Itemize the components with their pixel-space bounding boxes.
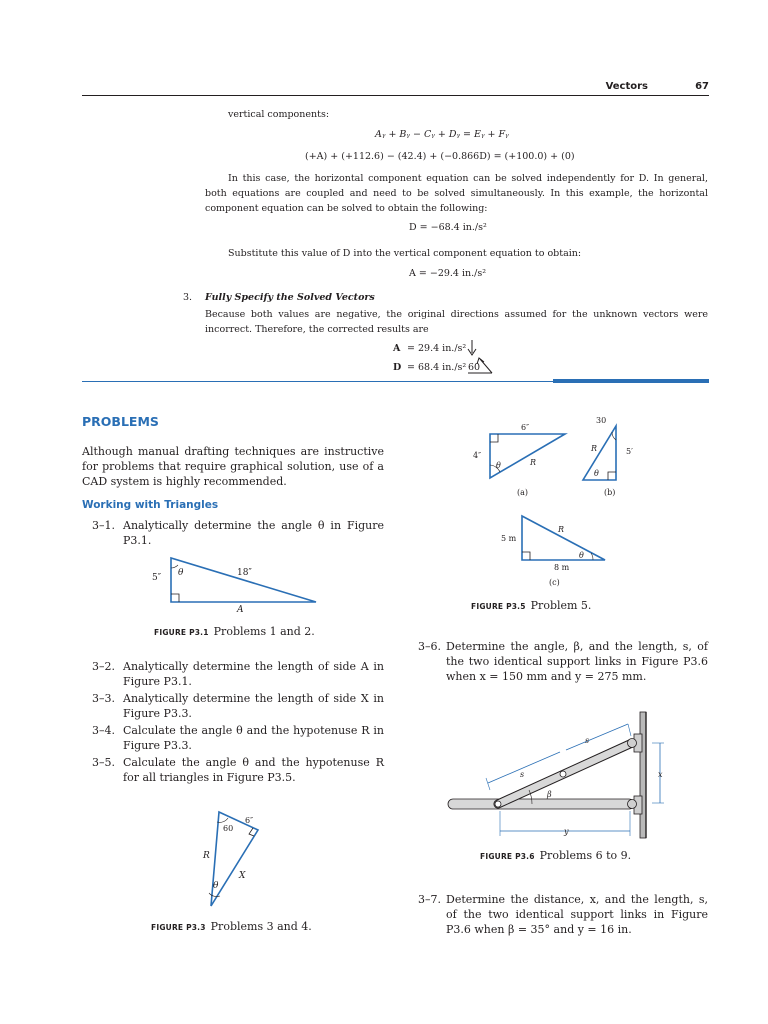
problem-text: Analytically determine the angle θ in Figure P3.1.	[123, 519, 384, 547]
problem-text: Calculate the angle θ and the hypotenuse R for all triangles in Figure P3.5.	[123, 756, 384, 784]
p31-hypotenuse: 18″	[237, 568, 252, 578]
subheading-triangles: Working with Triangles	[82, 499, 219, 511]
p31-base: A	[237, 605, 244, 615]
figure-caption-text: Problems 6 to 9.	[539, 849, 632, 862]
p36-y: y	[564, 827, 569, 836]
p35-b-hyp: R	[591, 444, 598, 453]
figure-p3-1	[140, 550, 330, 620]
p35-c-tag: (c)	[549, 578, 560, 587]
result-d-value: = 68.4 in./s²	[407, 362, 467, 373]
equation-4: A = −29.4 in./s²	[409, 268, 487, 279]
figure-label: FIGURE P3.1	[154, 628, 209, 637]
problem-number: 3–1.	[92, 519, 115, 532]
problem-number: 3–7.	[418, 893, 441, 906]
p35-a-hyp: R	[530, 458, 537, 467]
p35-c-base: 8 m	[554, 563, 570, 572]
equation-3: D = −68.4 in./s²	[409, 222, 487, 233]
problem-text: Determine the distance, x, and the length, s, of the two identical support links in Figure P3.6 when β = 35° and y = 16 in.	[446, 893, 708, 936]
step-number: 3.	[183, 292, 193, 303]
figure-caption-text: Problems 3 and 4.	[210, 920, 312, 933]
figure-p3-3-caption	[151, 920, 312, 933]
figure-label: FIGURE P3.6	[480, 852, 535, 861]
result-a-label: A	[393, 343, 401, 354]
problem-number: 3–4.	[92, 724, 115, 737]
p35-a-side: 4″	[473, 451, 482, 460]
p33-angle: θ	[213, 881, 219, 891]
problem-text: Analytically determine the length of side A in Figure P3.1.	[123, 660, 384, 688]
p33-hypotenuse: R	[203, 851, 210, 861]
figure-caption-text: Problem 5.	[530, 599, 592, 612]
problem-number: 3–5.	[92, 756, 115, 769]
figure-p3-5	[465, 410, 645, 590]
p36-x: x	[658, 770, 663, 779]
lead-in: vertical components:	[228, 109, 330, 120]
problem-number: 3–6.	[418, 640, 441, 653]
figure-p3-6	[440, 708, 670, 843]
p36-beta: β	[547, 790, 552, 799]
problems-intro: Although manual drafting techniques are instructive for problems that require graphical solution, use of a CAD system is highly recommended.	[82, 445, 384, 488]
figure-p3-5-caption	[471, 599, 591, 612]
equation-1: Aᵧ + Bᵧ − Cᵧ + Dᵧ = Eᵧ + Fᵧ	[375, 129, 509, 140]
down-arrow-icon	[466, 339, 478, 357]
figure-p3-3	[195, 808, 275, 913]
p35-a-tag: (a)	[517, 488, 529, 497]
figure-p3-1-caption	[154, 625, 315, 638]
p36-s1: s	[520, 770, 525, 779]
page-number: 67	[695, 81, 709, 92]
p33-top-side: 6″	[245, 816, 254, 825]
problem-number: 3–3.	[92, 692, 115, 705]
p35-b-angle-top: 30	[596, 416, 607, 425]
problem-text: Analytically determine the length of side X in Figure P3.3.	[123, 692, 384, 720]
equation-2: (+A) + (+112.6) − (42.4) + (−0.866D) = (+100.0) + (0)	[305, 151, 575, 162]
figure-p3-6-caption	[480, 849, 631, 862]
figure-label: FIGURE P3.3	[151, 923, 206, 932]
p36-s2: s	[585, 736, 590, 745]
p35-a-angle: θ	[496, 461, 501, 470]
paragraph-3: Because both values are negative, the original directions assumed for the unknown vectors were incorrect. Therefore, the corrected results are	[205, 309, 708, 335]
problem-text: Determine the angle, β, and the length, s, of the two identical support links in Figure P3.6 when x = 150 mm and y = 275 mm.	[446, 640, 708, 683]
step-title: Fully Specify the Solved Vectors	[205, 292, 375, 303]
header-title: Vectors	[605, 81, 648, 92]
result-a-value: = 29.4 in./s²	[407, 343, 467, 354]
figure-caption-text: Problems 1 and 2.	[213, 625, 315, 638]
p31-vertical-side: 5″	[152, 573, 162, 583]
p35-c-side: 5 m	[501, 534, 517, 543]
p35-a-top: 6″	[521, 423, 530, 432]
p35-b-tag: (b)	[604, 488, 616, 497]
section-rule-accent	[553, 379, 709, 383]
problems-heading: PROBLEMS	[82, 414, 159, 429]
angle-arrow-icon	[466, 356, 496, 376]
problem-text: Calculate the angle θ and the hypotenuse R in Figure P3.3.	[123, 724, 384, 752]
figure-label: FIGURE P3.5	[471, 602, 526, 611]
p33-side: X	[239, 871, 246, 881]
paragraph-1: In this case, the horizontal component equation can be solved independently for D. In general, both equations are coupled and need to be solved simultaneously. In this example, the horizontal component equation can be solved to obtain the following:	[205, 173, 708, 214]
header-rule	[82, 95, 709, 96]
p35-c-hyp: R	[558, 525, 565, 534]
p35-c-angle: θ	[579, 551, 584, 560]
p35-b-side: 5′	[626, 447, 633, 456]
p31-angle: θ	[178, 568, 184, 578]
paragraph-2: Substitute this value of D into the vertical component equation to obtain:	[228, 248, 582, 259]
p33-top-angle: 60	[223, 824, 234, 833]
result-d-label: D	[393, 362, 402, 373]
p35-b-angle: θ	[594, 469, 599, 478]
problem-number: 3–2.	[92, 660, 115, 673]
result-d-angle: 60	[468, 362, 481, 373]
